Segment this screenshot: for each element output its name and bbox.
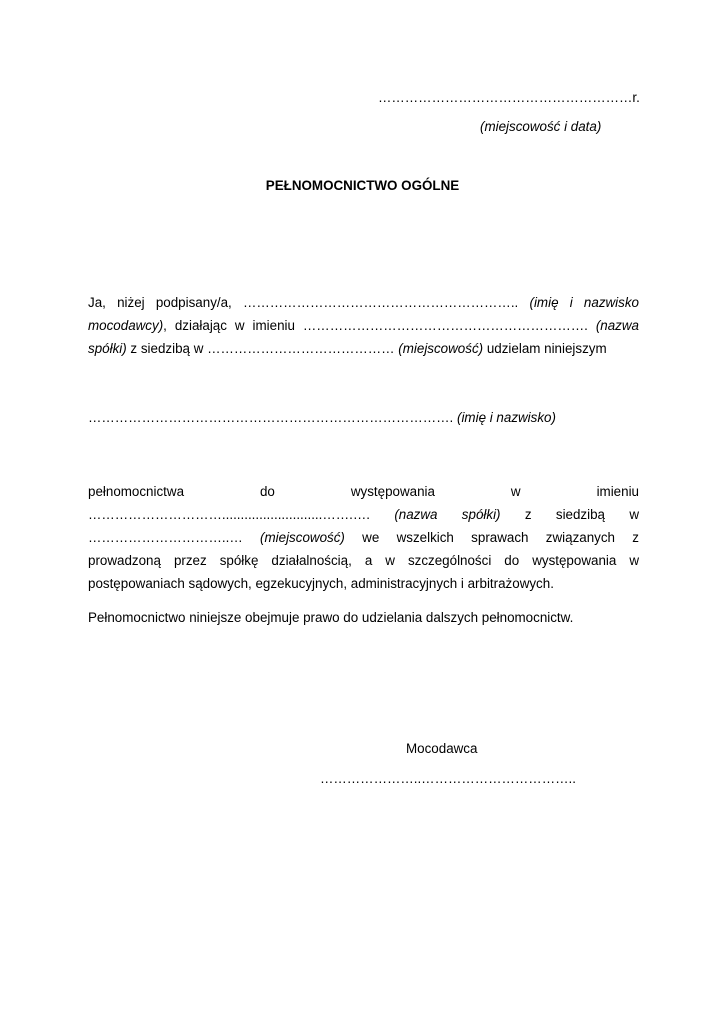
document-title: PEŁNOMOCNICTWO OGÓLNE	[265, 178, 460, 193]
grantor-line-1: Ja, niżej podpisany/a, …………………………………………………….. (imię i nazwisko	[88, 295, 639, 310]
attorney-line: ………………………………………………………………………. (imię i nazwisko)	[88, 410, 556, 425]
scope-line-4: prowadzoną przez spółkę działalnością, a w szczególności do występowania w	[88, 553, 639, 568]
place-date-caption: (miejscowość i data)	[480, 119, 602, 134]
signature-line: …………………..……………………………..	[320, 771, 576, 786]
scope-paragraph	[88, 480, 639, 595]
signature-label: Mocodawca	[406, 741, 478, 756]
grantor-paragraph	[88, 291, 639, 360]
grantor-line-3: spółki) z siedzibą w …………………………………… (miejscowość) udzielam niniejszym	[88, 341, 607, 356]
attorney-paragraph	[88, 406, 639, 429]
scope-line-3: …………………………..… (miejscowość) we wszelkich sprawach związanych z	[88, 530, 639, 545]
scope-line-5: postępowaniach sądowych, egzekucyjnych, administracyjnych i arbitrażowych.	[88, 576, 554, 591]
place-date-line: …………………………………………………r.	[378, 90, 640, 105]
grantor-line-2: mocodawcy), działając w imieniu ………………………………………………………. (nazwa	[88, 318, 639, 333]
scope-line-2: …………………………...........................…….…. (nazwa spółki) z siedzibą w	[88, 507, 639, 522]
sub-delegation-paragraph: Pełnomocnictwo niniejsze obejmuje prawo do udzielania dalszych pełnomocnictw.	[88, 610, 574, 625]
scope-line-1: pełnomocnictwa do występowania w imieniu	[88, 484, 639, 499]
